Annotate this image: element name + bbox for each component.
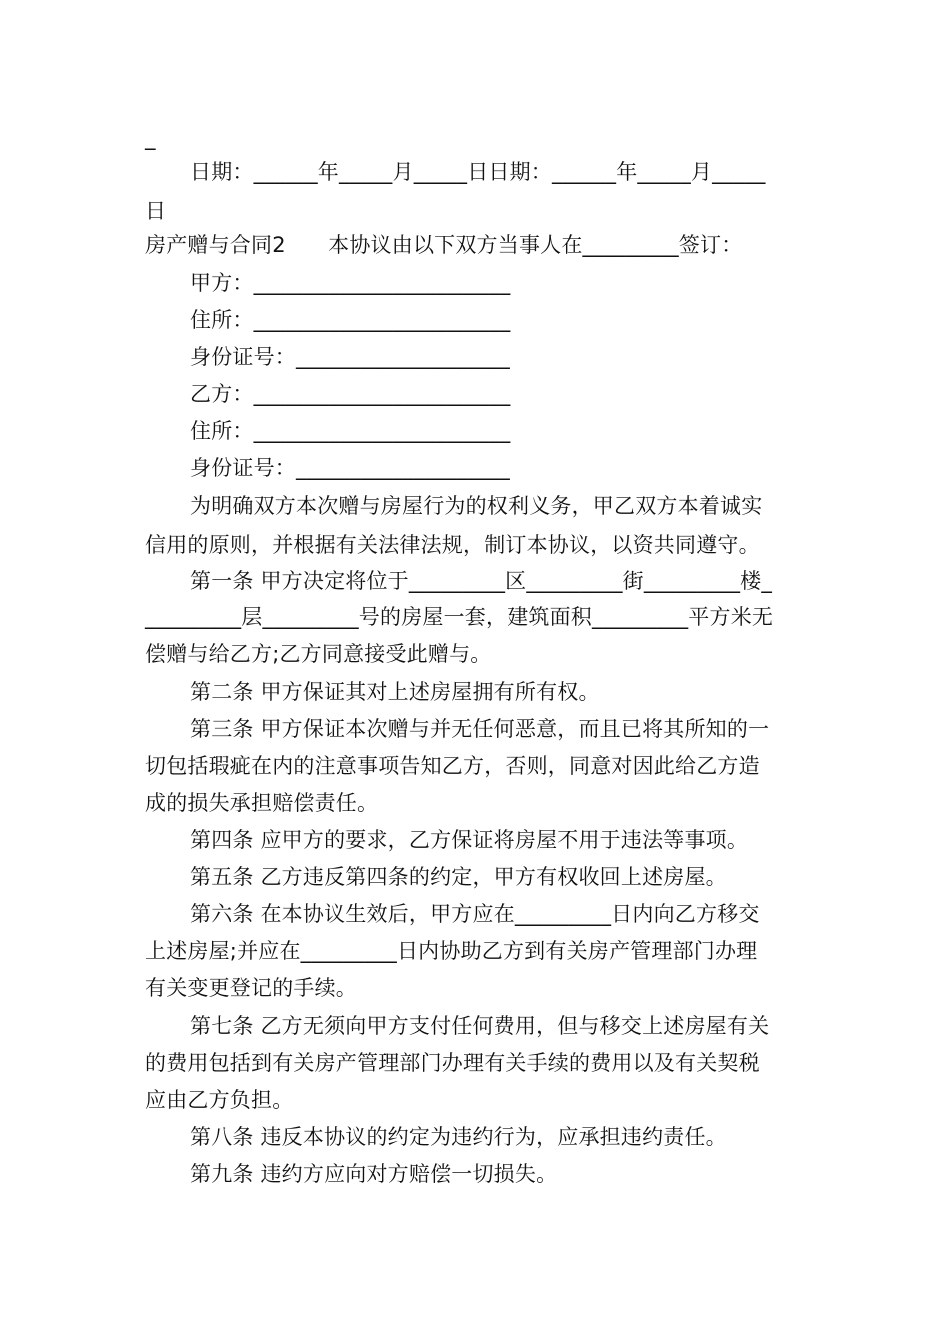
party-a-address-field: 住所：________________________ — [190, 308, 511, 332]
stray-underscore: _ — [145, 126, 156, 150]
article-1-line-2: _________层_________号的房屋一套，建筑面积_________平方米无 — [145, 605, 774, 629]
contract-title-line: 房产赠与合同2 本协议由以下双方当事人在_________签订： — [145, 233, 743, 257]
party-b-field: 乙方：________________________ — [190, 382, 511, 406]
date-line: 日期：______年_____月_____日日期：______年_____月_____ — [190, 160, 766, 184]
party-a-field: 甲方：________________________ — [190, 271, 511, 295]
article-6-line-1: 第六条 在本协议生效后，甲方应在_________日内向乙方移交 — [190, 902, 760, 926]
preamble-line-1: 为明确双方本次赠与房屋行为的权利义务，甲乙双方本着诚实 — [190, 494, 763, 518]
article-1-line-3: 偿赠与给乙方;乙方同意接受此赠与。 — [145, 642, 492, 666]
article-1-line-1: 第一条 甲方决定将位于_________区_________街_________楼_ — [190, 569, 773, 593]
date-line-continuation: 日 — [145, 199, 167, 223]
article-7-line-3: 应由乙方负担。 — [145, 1088, 294, 1112]
article-3-line-3: 成的损失承担赔偿责任。 — [145, 791, 379, 815]
preamble-line-2: 信用的原则，并根据有关法律法规，制订本协议，以资共同遵守。 — [145, 533, 760, 557]
article-6-line-3: 有关变更登记的手续。 — [145, 976, 357, 1000]
article-3-line-2: 切包括瑕疵在内的注意事项告知乙方，否则，同意对因此给乙方造 — [145, 754, 760, 778]
article-9: 第九条 违约方应向对方赔偿一切损失。 — [190, 1162, 558, 1186]
party-b-id-field: 身份证号：____________________ — [190, 456, 510, 480]
party-a-id-field: 身份证号：____________________ — [190, 345, 510, 369]
article-7-line-1: 第七条 乙方无须向甲方支付任何费用，但与移交上述房屋有关 — [190, 1014, 770, 1038]
article-7-line-2: 的费用包括到有关房产管理部门办理有关手续的费用以及有关契税 — [145, 1051, 760, 1075]
article-6-line-2: 上述房屋;并应在_________日内协助乙方到有关房产管理部门办理 — [145, 939, 758, 963]
article-5: 第五条 乙方违反第四条的约定，甲方有权收回上述房屋。 — [190, 865, 727, 889]
article-2: 第二条 甲方保证其对上述房屋拥有所有权。 — [190, 680, 600, 704]
party-b-address-field: 住所：________________________ — [190, 419, 511, 443]
article-3-line-1: 第三条 甲方保证本次赠与并无任何恶意，而且已将其所知的一 — [190, 717, 770, 741]
article-8: 第八条 违反本协议的约定为违约行为，应承担违约责任。 — [190, 1125, 727, 1149]
article-4: 第四条 应甲方的要求，乙方保证将房屋不用于违法等事项。 — [190, 828, 749, 852]
